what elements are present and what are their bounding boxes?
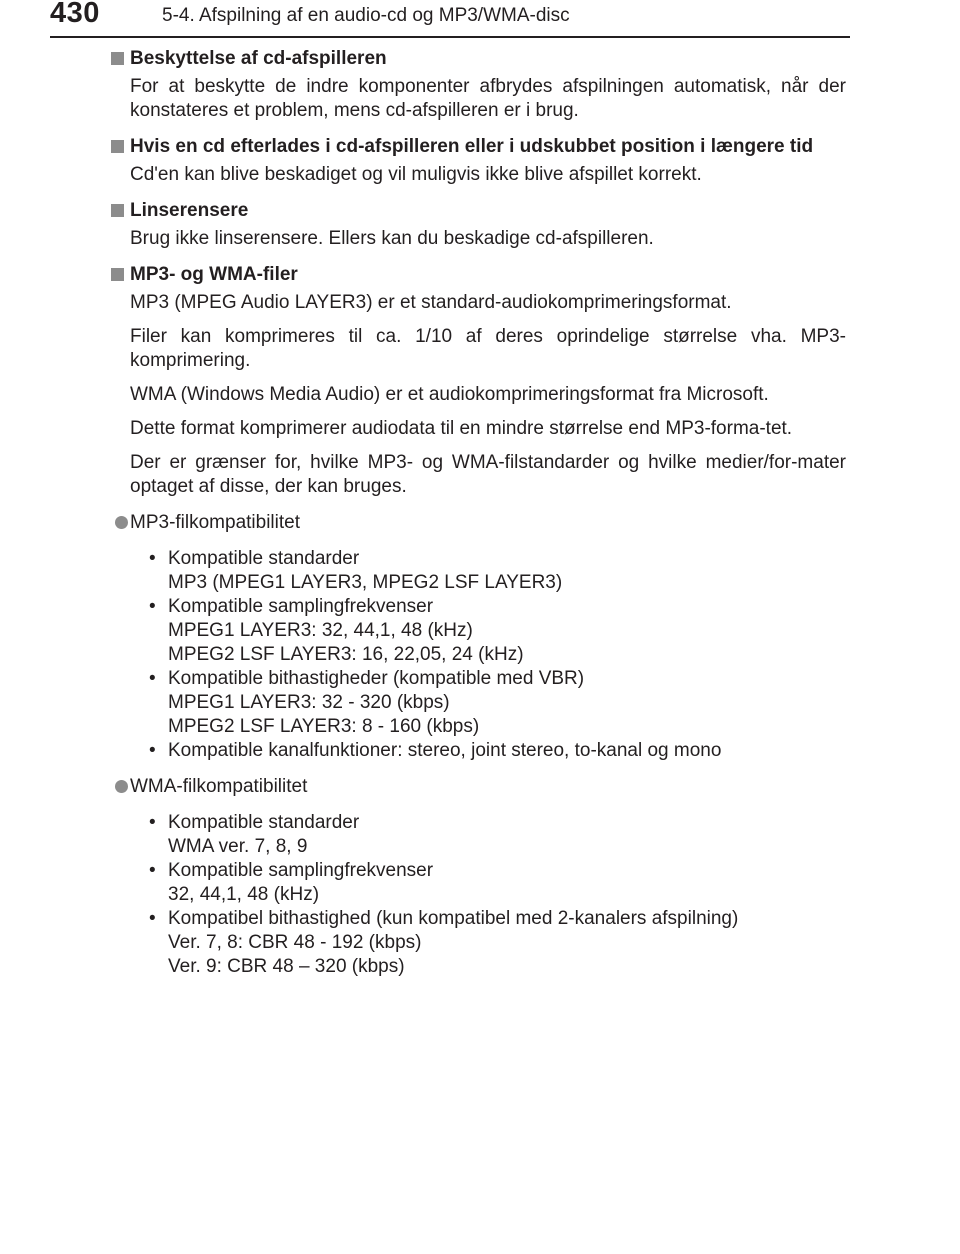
section-heading: Linserensere [130,199,846,223]
section-mp3-wma-files [130,263,846,979]
section-heading: MP3- og WMA-filer [130,263,846,287]
section-paragraph: WMA (Windows Media Audio) er et audiokomprimeringsformat fra Microsoft. [130,384,769,405]
bullet-dot-icon: • [149,596,156,617]
mp3-compat-list [130,547,846,763]
page-header [0,0,960,34]
section-paragraph: Dette format komprimerer audiodata til en mindre størrelse end MP3-forma-tet. [130,418,793,439]
bullet-dot-icon: • [149,908,156,929]
section-heading: Hvis en cd efterlades i cd-afspilleren eller i udskubbet position i længere tid [130,135,846,159]
wma-compat-list [130,811,846,979]
bullet-dot-icon: • [149,548,156,569]
section-cd-left-in-player [130,135,846,187]
list-item: • Kompatible kanalfunktioner: stereo, joint stereo, to-kanal og mono [149,740,722,761]
page-content [130,47,846,979]
square-bullet-icon [111,204,124,217]
mp3-compat-heading: MP3-filkompatibilitet [130,511,846,535]
circle-bullet-icon [115,780,128,793]
section-paragraph: For at beskytte de indre komponenter afbrydes afspilningen automatisk, når der konstateres et problem, mens cd-afspilleren er i brug. [130,76,846,121]
page-number: 430 [50,0,100,29]
list-item: • Kompatible standarder WMA ver. 7, 8, 9 [149,812,360,857]
header-rule [50,36,850,38]
section-title: 5-4. Afspilning af en audio-cd og MP3/WMA-disc [162,5,570,26]
section-heading: Beskyttelse af cd-afspilleren [130,47,846,71]
list-item: • Kompatibel bithastighed (kun kompatibel med 2-kanalers afspilning) Ver. 7, 8: CBR 48 - 192 (kbps) Ver. 9: CBR 48 – 320 (kbps) [149,908,739,977]
square-bullet-icon [111,140,124,153]
bullet-dot-icon: • [149,740,156,761]
square-bullet-icon [111,268,124,281]
bullet-dot-icon: • [149,860,156,881]
list-item: • Kompatible samplingfrekvenser 32, 44,1, 48 (kHz) [149,860,434,905]
section-paragraph: Filer kan komprimeres til ca. 1/10 af deres oprindelige størrelse vha. MP3-komprimering. [130,326,846,371]
list-item: • Kompatible bithastigheder (kompatible med VBR) MPEG1 LAYER3: 32 - 320 (kbps) MPEG2 LSF LAYER3: 8 - 160 (kbps) [149,668,585,737]
list-item: • Kompatible samplingfrekvenser MPEG1 LAYER3: 32, 44,1, 48 (kHz) MPEG2 LSF LAYER3: 16, 22,05, 24 (kHz) [149,596,524,665]
list-item: • Kompatible standarder MP3 (MPEG1 LAYER3, MPEG2 LSF LAYER3) [149,548,563,593]
section-lens-cleaners [130,199,846,251]
circle-bullet-icon [115,516,128,529]
bullet-dot-icon: • [149,812,156,833]
section-paragraph: Cd'en kan blive beskadiget og vil muligvis ikke blive afspillet korrekt. [130,164,702,185]
square-bullet-icon [111,52,124,65]
bullet-dot-icon: • [149,668,156,689]
section-cd-protection [130,47,846,123]
section-paragraph: Der er grænser for, hvilke MP3- og WMA-filstandarder og hvilke medier/for-mater optaget af disse, der kan bruges. [130,452,846,497]
section-paragraph: MP3 (MPEG Audio LAYER3) er et standard-audiokomprimeringsformat. [130,292,732,313]
wma-compat-heading: WMA-filkompatibilitet [130,775,846,799]
section-paragraph: Brug ikke linserensere. Ellers kan du beskadige cd-afspilleren. [130,228,654,249]
